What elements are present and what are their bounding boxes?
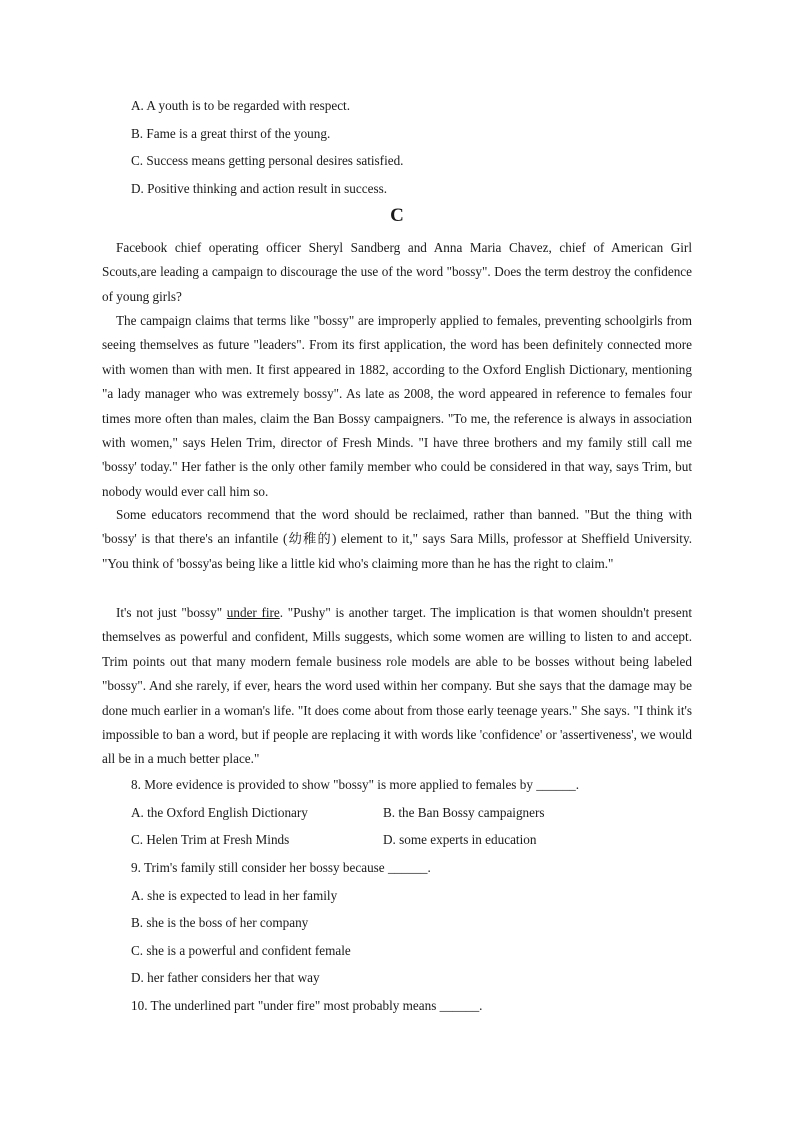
q9-stem: 9. Trim's family still consider her bossy because ______. — [131, 860, 431, 875]
section-title: C — [390, 205, 404, 226]
q9-option-b: B. she is the boss of her company — [131, 915, 309, 930]
passage-paragraph-2: The campaign claims that terms like "bossy" are improperly applied to females, preventing schoolgirls from seeing themselves as future "leaders". From its first application, the word has been definitely connected more with women than with men. It first appeared in 1882, according to the Oxford English Dictionary, mentioning "a lady manager who was extremely bossy". As late as 2008, the word appeared in reference to females four times more often than males, claim the Ban Bossy campaigners. "To me, the reference is always in association with women," says Helen Trim, director of Fresh Minds. "I have three brothers and my family still call me 'bossy' today." Her father is the only other family member who could be considered in that way, says Trim, but nobody would ever call him so. — [102, 313, 692, 499]
q8-option-c: C. Helen Trim at Fresh Minds — [131, 832, 290, 847]
q8-stem: 8. More evidence is provided to show "bossy" is more applied to females by ______. — [131, 777, 580, 792]
q9-option-c: C. she is a powerful and confident female — [131, 943, 351, 958]
p4-text-after: . "Pushy" is another target. The implication is that women shouldn't present themselves as powerful and confident, Mills suggests, which some women are willing to listen to and accept. Trim points out that many modern female business role models are able to be bosses without being labeled "bossy". And she rarely, if ever, hears the word used within her company. But she says that the damage may be done much earlier in a woman's life. "It does come about from those early teenage years." She says. "I think it's impossible to ban a word, but if people are replacing it with words like 'confidence' or 'assertiveness', we would all be in a much better place." — [102, 605, 693, 767]
q9-option-d: D. her father considers her that way — [131, 970, 320, 985]
passage-paragraph-4 — [102, 601, 692, 772]
passage-paragraph-1: Facebook chief operating officer Sheryl Sandberg and Anna Maria Chavez, chief of American Girl Scouts,are leading a campaign to discourage the use of the word "bossy". Does the term destroy the confidence of young girls? — [102, 240, 692, 304]
underlined-phrase: under fire — [226, 605, 280, 620]
q8-option-b: B. the Ban Bossy campaigners — [383, 805, 545, 820]
passage-paragraph-3: Some educators recommend that the word should be reclaimed, rather than banned. "But the thing with 'bossy' is that there's an infantile (幼稚的) element to it," says Sara Mills, professor at Sheffield University. "You think of 'bossy'as being like a little kid who's claiming more than he has the right to claim." — [102, 507, 692, 571]
q7-option-b: B. Fame is a great thirst of the young. — [131, 126, 331, 141]
q8-option-a: A. the Oxford English Dictionary — [131, 805, 308, 820]
q8-option-d: D. some experts in education — [383, 832, 537, 847]
q7-option-a: A. A youth is to be regarded with respect. — [131, 98, 351, 113]
p4-text-before: It's not just "bossy" — [116, 605, 227, 620]
q7-option-d: D. Positive thinking and action result in success. — [131, 181, 388, 196]
q10-stem: 10. The underlined part "under fire" most probably means ______. — [131, 998, 483, 1013]
q9-option-a: A. she is expected to lead in her family — [131, 888, 338, 903]
q7-option-c: C. Success means getting personal desires satisfied. — [131, 153, 404, 168]
